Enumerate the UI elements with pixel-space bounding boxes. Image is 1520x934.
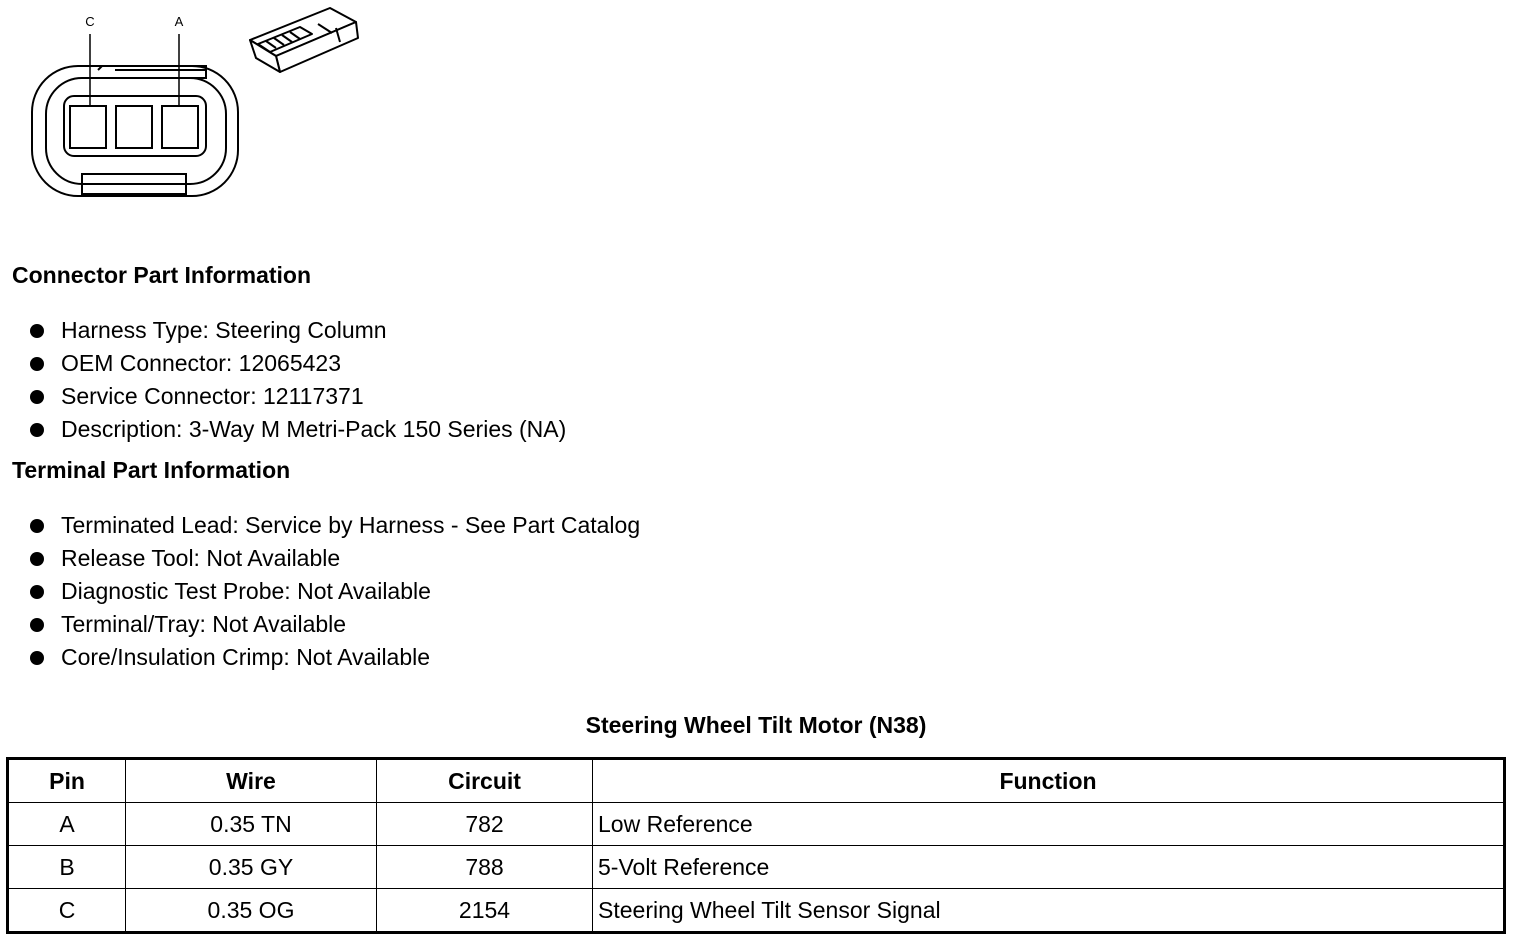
cavity-a: [162, 106, 198, 148]
bullet-icon: [30, 519, 44, 533]
pin-table-title: Steering Wheel Tilt Motor (N38): [585, 712, 927, 738]
cell-circuit: 788: [377, 846, 593, 889]
cell-pin: C: [8, 889, 126, 933]
cell-function: Low Reference: [593, 803, 1505, 846]
table-row: [8, 846, 1505, 889]
cell-wire: 0.35 OG: [126, 889, 377, 933]
cell-circuit: 2154: [377, 889, 593, 933]
header-wire: Wire: [126, 759, 377, 803]
cavity-c: [70, 106, 106, 148]
terminal-info-list: [26, 509, 640, 674]
cell-function: 5-Volt Reference: [593, 846, 1505, 889]
list-item: Terminal/Tray: Not Available: [26, 608, 640, 641]
table-header-row: [8, 759, 1505, 803]
connector-isometric-view: [250, 8, 358, 72]
cell-circuit: 782: [377, 803, 593, 846]
bullet-icon: [30, 324, 44, 338]
cell-pin: A: [8, 803, 126, 846]
bullet-icon: [30, 651, 44, 665]
cavity-b: [116, 106, 152, 148]
bullet-icon: [30, 618, 44, 632]
cell-function: Steering Wheel Tilt Sensor Signal: [593, 889, 1505, 933]
bullet-icon: [30, 357, 44, 371]
cell-wire: 0.35 GY: [126, 846, 377, 889]
header-function: Function: [593, 759, 1505, 803]
table-row: [8, 803, 1505, 846]
pin-label-a: A: [174, 14, 184, 29]
list-item: Harness Type: Steering Column: [26, 314, 566, 347]
pin-table: [6, 757, 1506, 934]
cell-wire: 0.35 TN: [126, 803, 377, 846]
bullet-icon: [30, 390, 44, 404]
cell-pin: B: [8, 846, 126, 889]
connector-lock-tab: [98, 66, 206, 78]
bullet-icon: [30, 552, 44, 566]
connector-diagram: [0, 0, 380, 210]
header-pin: Pin: [8, 759, 126, 803]
bullet-icon: [30, 585, 44, 599]
terminal-info-heading: Terminal Part Information: [12, 457, 291, 483]
connector-info-heading: Connector Part Information: [12, 262, 312, 288]
list-item: Diagnostic Test Probe: Not Available: [26, 575, 640, 608]
list-item: Core/Insulation Crimp: Not Available: [26, 641, 640, 674]
bullet-icon: [30, 423, 44, 437]
connector-info-list: [26, 314, 566, 446]
list-item: Service Connector: 12117371: [26, 380, 566, 413]
list-item: Terminated Lead: Service by Harness - See Part Catalog: [26, 509, 640, 542]
list-item: Description: 3-Way M Metri-Pack 150 Series (NA): [26, 413, 566, 446]
pin-label-c: C: [85, 14, 95, 29]
list-item: Release Tool: Not Available: [26, 542, 640, 575]
header-circuit: Circuit: [377, 759, 593, 803]
table-row: [8, 889, 1505, 933]
connector-outer-shell: [32, 66, 238, 196]
list-item: OEM Connector: 12065423: [26, 347, 566, 380]
